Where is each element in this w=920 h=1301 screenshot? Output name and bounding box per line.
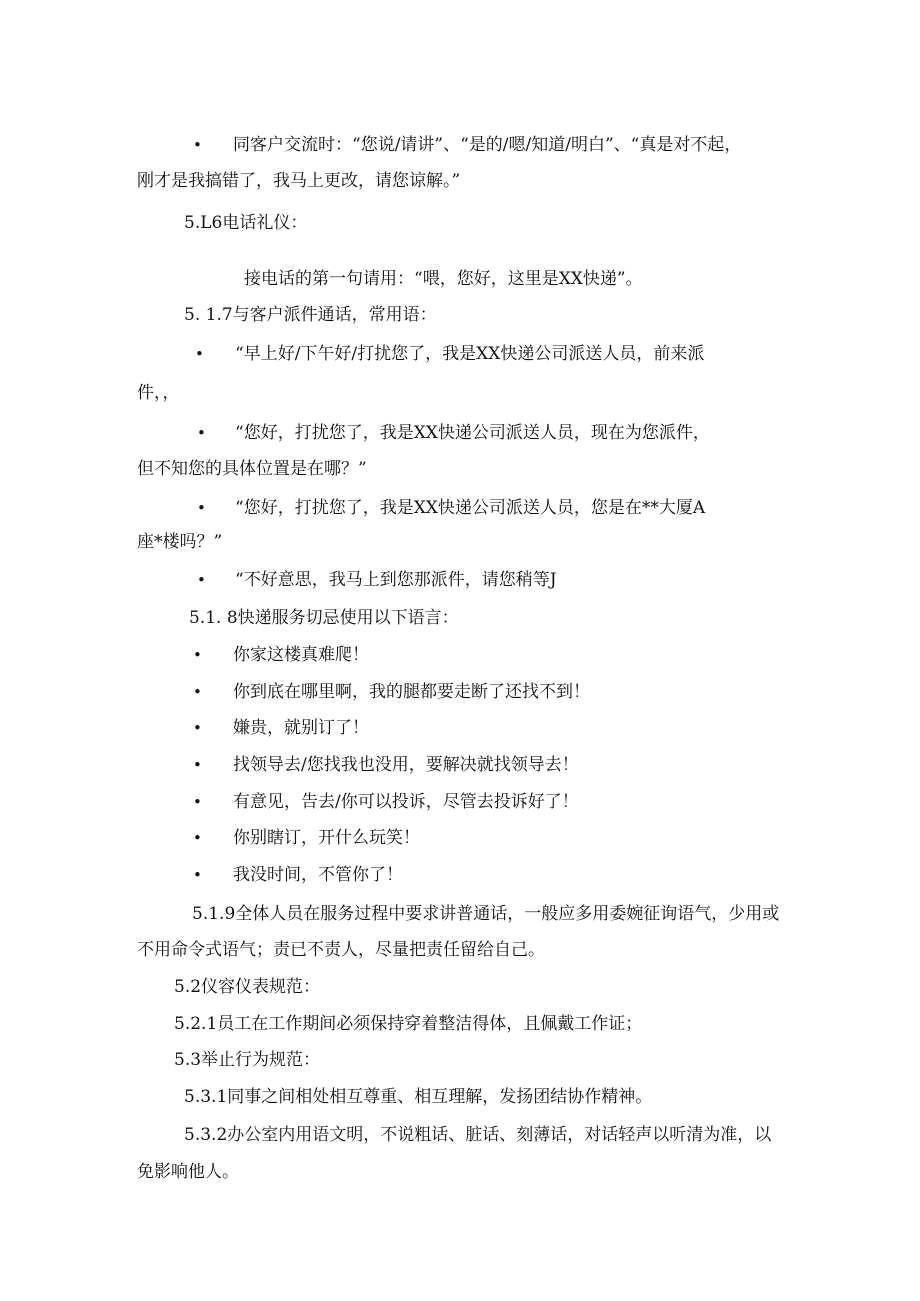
section-heading: 5. 1.7与客户派件通话，常用语： (184, 305, 437, 325)
paragraph-line: 5.3.2办公室内用语文明，不说粗话、脏话、刻薄话，对话轻声以听清为准，以 (184, 1125, 772, 1145)
list-item: 有意见，告去/你可以投诉，尽管去投诉好了！ (233, 792, 579, 812)
paragraph-line: 接电话的第一句请用：“喂，您好，这里是XX快递”。 (244, 269, 643, 289)
list-item: 我没时间，不管你了！ (233, 865, 403, 885)
bullet-icon: • (197, 424, 206, 442)
bullet-icon: • (193, 756, 202, 774)
paragraph-line: 但不知您的具体位置是在哪？” (137, 459, 367, 479)
paragraph-line: 5.3.1同事之间相处相互尊重、相互理解，发扬团结协作精神。 (184, 1087, 653, 1107)
paragraph-line: 免影响他人。 (137, 1162, 239, 1182)
bullet-icon: • (195, 345, 204, 363)
bullet-icon: • (193, 136, 202, 154)
paragraph-line: “您好，打扰您了，我是XX快递公司派送人员，现在为您派件， (235, 423, 710, 443)
paragraph-line: 5.2.1员工在工作期间必须保持穿着整洁得体，且佩戴工作证； (174, 1014, 643, 1034)
paragraph-line: 件，， (137, 383, 180, 403)
paragraph-line: 座*楼吗？” (137, 532, 223, 552)
section-heading: 5.1. 8快递服务切忌使用以下语言： (189, 608, 459, 628)
list-item: 找领导去/您找我也没用，要解决就找领导去！ (233, 755, 579, 775)
bullet-icon: • (193, 866, 202, 884)
bullet-icon: • (193, 829, 202, 847)
list-item: 你家这楼真难爬！ (233, 645, 369, 665)
list-item: 你别瞎订，开什么玩笑！ (233, 828, 420, 848)
section-heading: 5.L6电话礼仪： (184, 213, 308, 233)
bullet-icon: • (197, 499, 206, 517)
paragraph-line: “不好意思，我马上到您那派件，请您稍等J (235, 570, 557, 590)
bullet-icon: • (193, 683, 202, 701)
paragraph-line: “早上好/下午好/打扰您了，我是XX快递公司派送人员，前来派 (235, 344, 705, 364)
section-heading: 5.2仪容仪表规范： (174, 977, 321, 997)
paragraph-line: 5.1.9全体人员在服务过程中要求讲普通话，一般应多用委婉征询语气，少用或 (192, 904, 780, 924)
list-item: 你到底在哪里啊，我的腿都要走断了还找不到！ (233, 682, 590, 702)
paragraph-line: 刚才是我搞错了，我马上更改，请您谅解。” (137, 171, 461, 191)
paragraph-line: 同客户交流时：“您说/请讲”、“是的/嗯/知道/明白”、“真是对不起， (233, 135, 742, 155)
bullet-icon: • (193, 793, 202, 811)
bullet-icon: • (197, 571, 206, 589)
paragraph-line: “您好，打扰您了，我是XX快递公司派送人员，您是在**大厦A (235, 498, 706, 518)
paragraph-line: 不用命令式语气；责已不责人，尽量把责任留给自己。 (137, 940, 545, 960)
list-item: 嫌贵，就别订了！ (233, 718, 369, 738)
bullet-icon: • (193, 646, 202, 664)
section-heading: 5.3举止行为规范： (174, 1050, 321, 1070)
bullet-icon: • (193, 719, 202, 737)
